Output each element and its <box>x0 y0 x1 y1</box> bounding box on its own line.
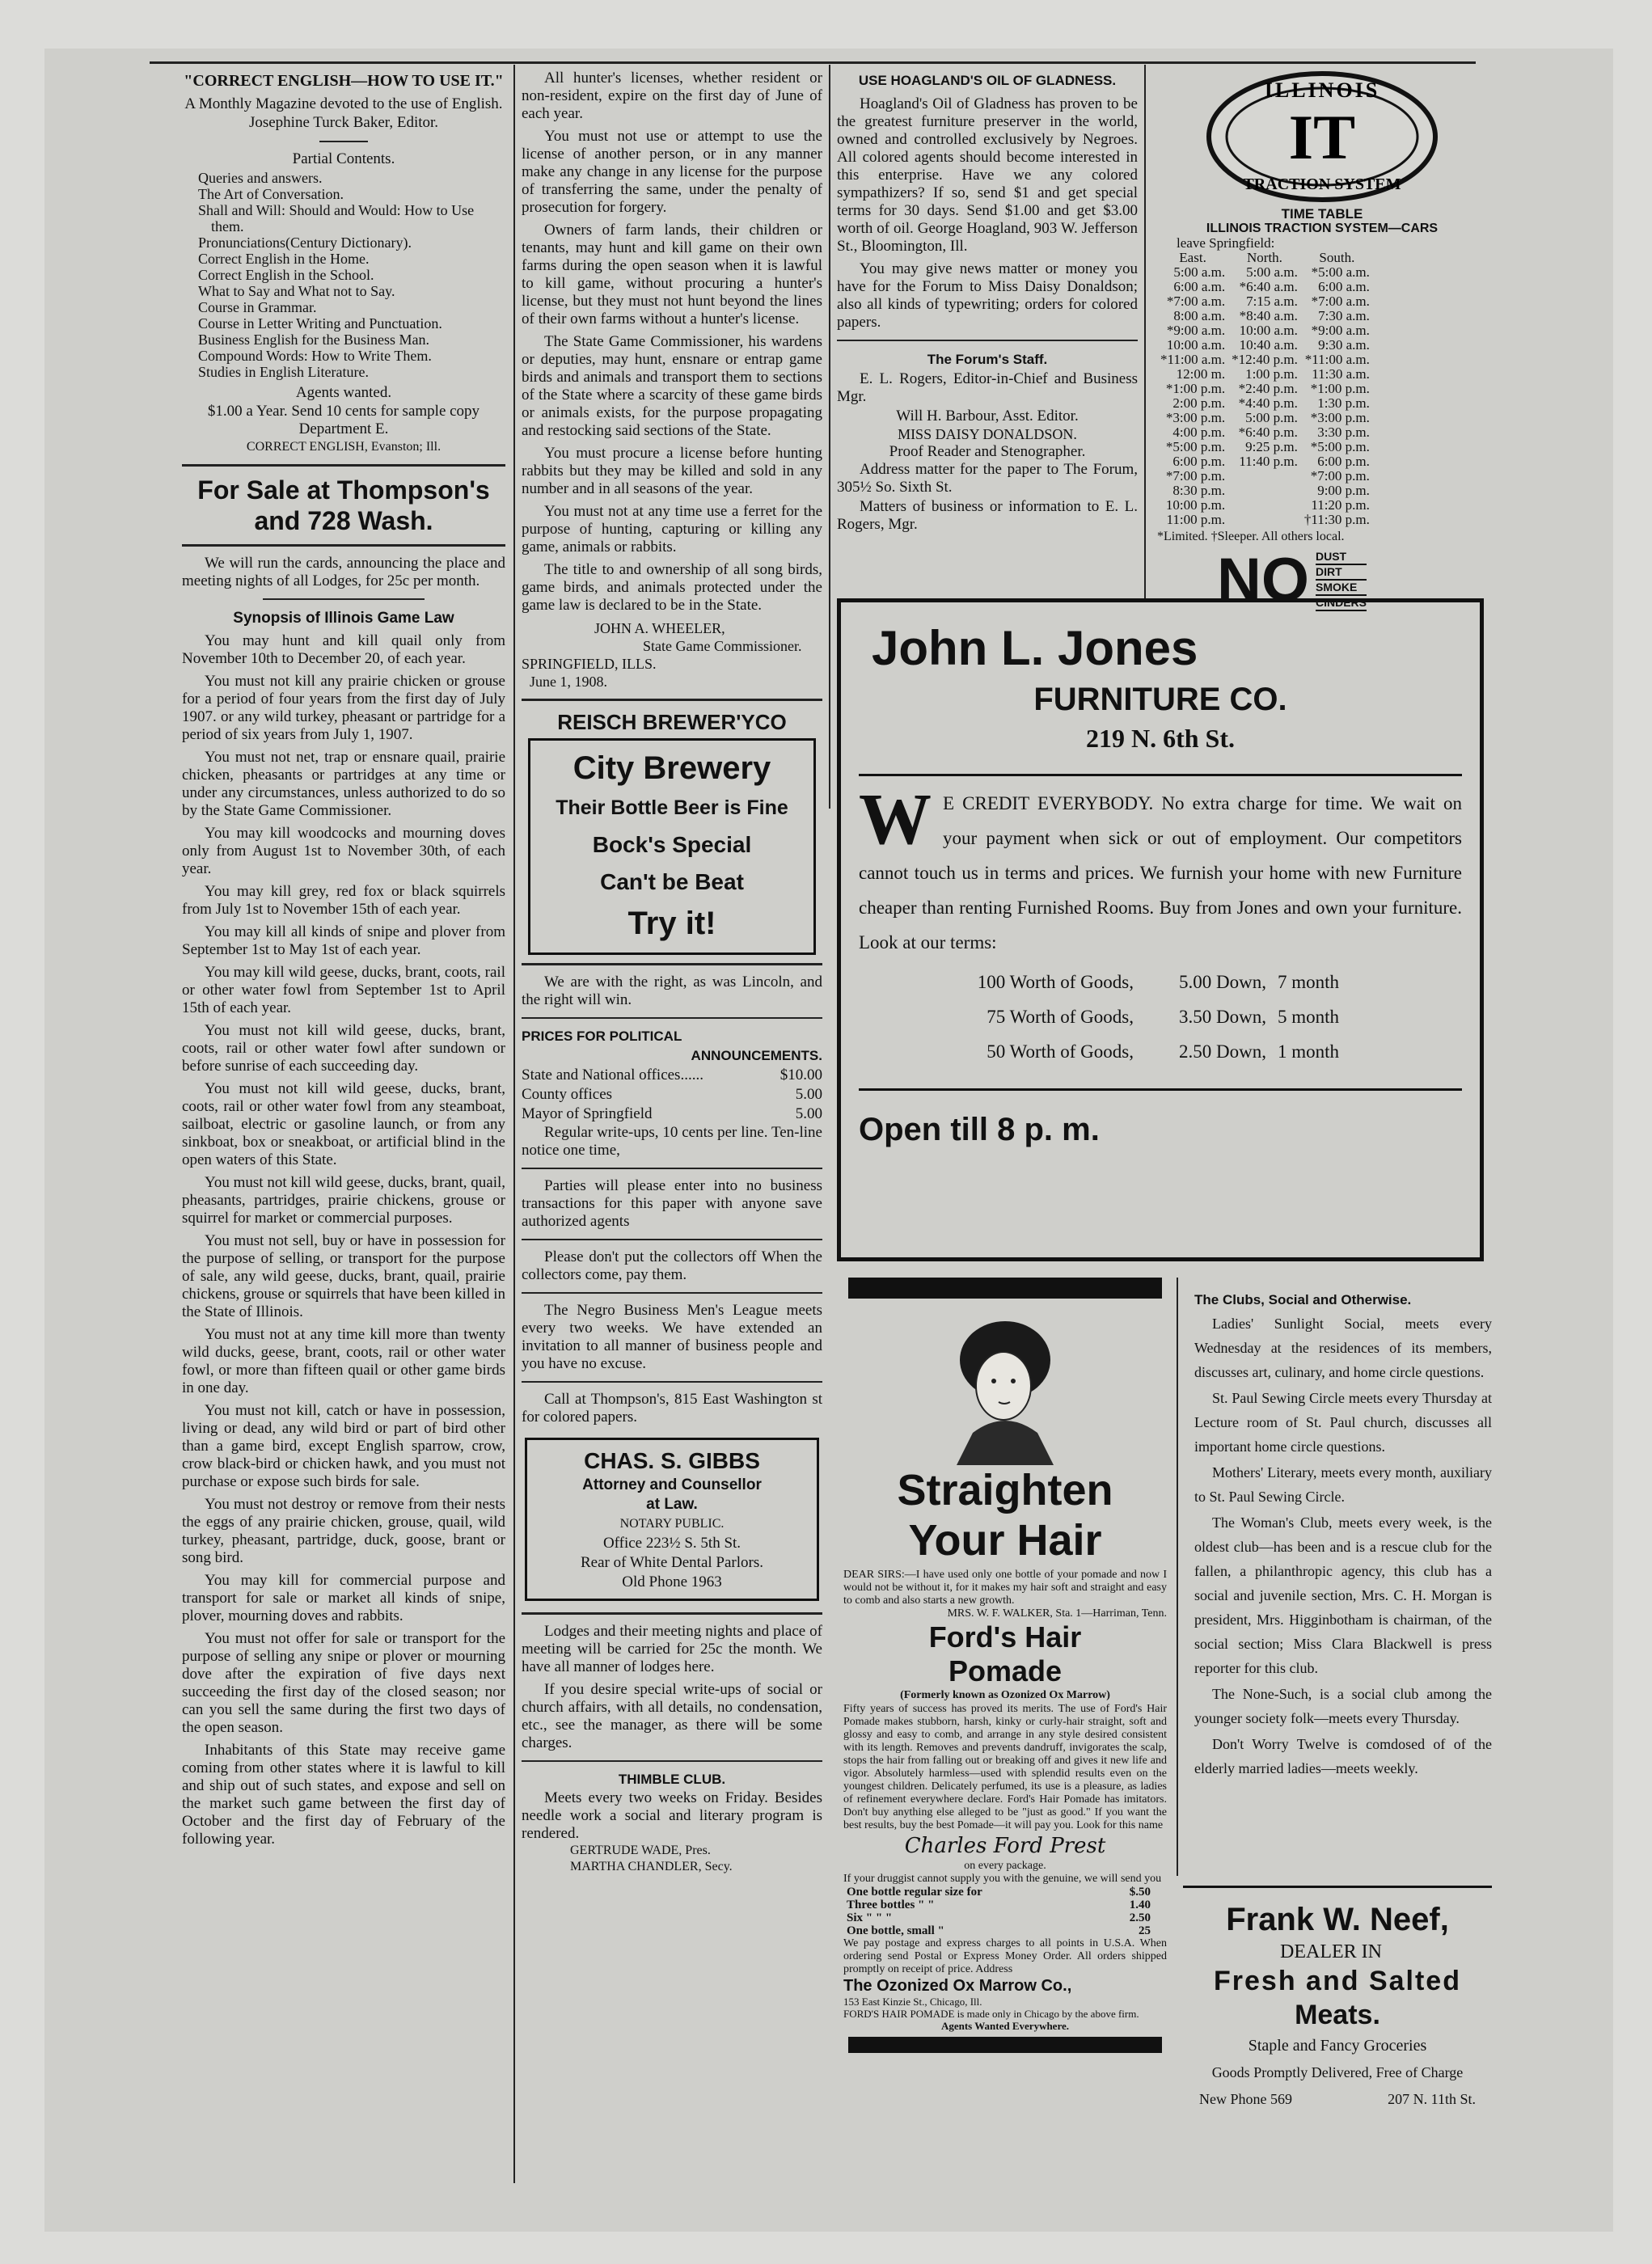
timetable-row <box>1157 454 1373 469</box>
ad-top-bar <box>848 1278 1162 1299</box>
col-separator-4 <box>1177 1278 1178 1876</box>
neef-meats-1: Fresh and Salted <box>1214 1966 1461 1996</box>
clubs-content <box>1194 1289 1492 1780</box>
pol-price-label: State and National offices...... <box>522 1067 703 1083</box>
game-law-paragraph: You must not at any time use a ferret for the purpose of hunting, capturing or killing any game, animals or rabbits. <box>522 503 822 555</box>
jones-term-months: 5 month <box>1278 1007 1340 1027</box>
lodges-notice: We will run the cards, announcing the place and meeting nights of all Lodges, for 25c per month. <box>182 555 505 589</box>
timetable-cell: *7:00 p.m. <box>1165 468 1226 484</box>
timetable <box>1157 251 1373 527</box>
hair-pomade-ad <box>843 1278 1167 2183</box>
brewery-line-2: Their Bottle Beer is Fine <box>556 796 788 819</box>
timetable-sub: ILLINOIS TRACTION SYSTEM—CARS <box>1206 222 1439 235</box>
gibbs-name: CHAS. S. GIBBS <box>584 1448 760 1473</box>
game-law-paragraph: You must not destroy or remove from their nests the eggs of any prairie chicken, grouse, quail, wild turkey, pheasant, partridge, duck, goose, brant or song bird. <box>182 1496 505 1566</box>
jones-name: John L. Jones <box>872 621 1198 675</box>
hair-prices <box>843 1886 1167 1937</box>
sig-date: June 1, 1908. <box>530 674 607 690</box>
ce-contents-item: Shall and Will: Should and Would: How to Use them. <box>198 202 475 234</box>
timetable-cell: *5:00 p.m. <box>1310 439 1370 454</box>
pol-rows <box>522 1066 822 1124</box>
no-big-text: NO <box>1217 546 1309 615</box>
brewery-box <box>528 738 816 955</box>
game-law-paragraph: You must procure a license before hunting rabbits but they may be killed and sold in any number and in all seasons of the year. <box>522 445 822 497</box>
hair-heading-2: Your Hair <box>908 1516 1102 1565</box>
divider <box>522 699 822 701</box>
divider <box>522 1760 822 1762</box>
timetable-cell: 8:30 p.m. <box>1172 483 1226 498</box>
traction-logo <box>1201 68 1443 205</box>
gibbs-line-4: Office 223½ S. 5th St. <box>602 1535 741 1552</box>
timetable-cell: *5:00 a.m. <box>1311 264 1370 280</box>
hair-price-row <box>843 1911 1167 1924</box>
divider <box>522 963 822 965</box>
jones-term-row <box>940 965 1462 999</box>
clubs-column <box>1177 1278 1492 1876</box>
neef-address: 207 N. 11th St. <box>1388 2091 1476 2107</box>
business-league-notice: The Negro Business Men's League meets every two weeks. We have extended an invitation to all manner of business people and you have no excuse. <box>522 1302 822 1372</box>
timetable-cell: 5:00 p.m. <box>1245 410 1298 425</box>
gibbs-line-3: NOTARY PUBLIC. <box>619 1517 725 1531</box>
timetable-cell: 6:00 a.m. <box>1173 279 1226 294</box>
divider <box>263 598 425 600</box>
ce-contents-list <box>198 170 505 380</box>
game-law-paragraph: You must not kill wild geese, ducks, brant, coots, rail or other water fowl from any steamboat, sailboat, electric or gasoline launch, or from any sinkboat, box or sneakboat, or artificial blind in the open waters of this State. <box>182 1080 505 1168</box>
hair-price-label: Three bottles " " <box>847 1899 935 1911</box>
no-word: DIRT <box>1316 565 1367 581</box>
collectors-notice: Please don't put the collectors off When the collectors come, pay them. <box>522 1248 822 1283</box>
oil-body: Hoagland's Oil of Gladness has proven to be the greatest furniture preserver in the world, owned and controlled exclusively by Negroes. All colored agents should become interested in this enterprise. Have we any colored sympathizers? If so, send $1 and get special terms for 30 days. Send $1.00 and get $3.00 worth of oil. George Hoagland, 903 W. Jefferson St., Bloomington, Ill. <box>837 95 1138 255</box>
divider <box>522 1168 822 1169</box>
ad-bottom-bar <box>848 2037 1162 2053</box>
game-law-paragraph: You must not sell, buy or have in possession for the purpose of selling, or transport for the purpose of sale, any wild geese, ducks, brant, quail, prairie chickens, grouse or squirrels that have been killed in the State of Illinois. <box>182 1232 505 1320</box>
game-law-paragraph: The State Game Commissioner, his wardens or deputies, may hunt, ensnare or entrap game birds and animals and transport them to sections of the State where a scarcity of these game birds or animals exists, for the purpose propagating and restocking said sections of the State. <box>522 333 822 439</box>
timetable-row <box>1157 280 1373 294</box>
timetable-cell <box>1228 498 1301 513</box>
ce-title: "CORRECT ENGLISH—HOW TO USE IT." <box>184 72 504 90</box>
hair-price-value: $.50 <box>1129 1886 1151 1899</box>
game-law-paragraph: You must not use or attempt to use the license of another person, or in any manner make any change in any license for the purpose of transferring the same, under the penalty of prosecution for forgery. <box>522 128 822 216</box>
timetable-cell: *1:00 p.m. <box>1310 381 1370 396</box>
pol-price-label: Mayor of Springfield <box>522 1105 653 1122</box>
timetable-cell: 10:40 a.m. <box>1239 337 1298 353</box>
timetable-row <box>1157 498 1373 513</box>
timetable-cell: 5:00 a.m. <box>1173 264 1226 280</box>
timetable-cell: *11:00 a.m. <box>1160 352 1226 367</box>
pol-price-value: 5.00 <box>795 1105 822 1122</box>
timetable-cell: *7:00 p.m. <box>1310 468 1370 484</box>
divider <box>1183 1886 1492 1888</box>
sig-place: SPRINGFIELD, ILLS. <box>522 656 657 672</box>
jones-term-down: 5.00 Down, <box>1179 972 1266 992</box>
timetable-cell: *1:00 p.m. <box>1165 381 1226 396</box>
hair-letter <box>843 1569 1167 1620</box>
ce-contents-item: The Art of Conversation. <box>198 186 344 202</box>
timetable-cell: *7:00 a.m. <box>1311 294 1370 309</box>
hair-heading-1: Straighten <box>897 1466 1113 1514</box>
hair-company-addr: 153 East Kinzie St., Chicago, Ill. <box>843 1996 982 2008</box>
game-law-paragraph: Inhabitants of this State may receive game coming from other states where it is lawful to kill and ship out of such states, and expose and sell on the market such game between the first day of October and the first day of February of the following year. <box>182 1742 505 1848</box>
timetable-cell: *7:00 a.m. <box>1166 294 1226 309</box>
brewery-ad <box>522 709 822 955</box>
hair-price-row <box>843 1924 1167 1937</box>
political-prices <box>522 1027 822 1159</box>
ce-editor: Josephine Turck Baker, Editor. <box>248 114 439 131</box>
timetable-cell: *4:40 p.m. <box>1238 395 1298 411</box>
gibbs-line-2: at Law. <box>646 1496 698 1513</box>
woman-portrait-icon <box>924 1312 1086 1465</box>
timetable-cell: *3:00 p.m. <box>1310 410 1370 425</box>
timetable-cell <box>1228 469 1301 484</box>
game-law-paragraph: You may kill for commercial purpose and transport for sale or market all kinds of snipe, plover, mourning doves and rabbits. <box>182 1572 505 1624</box>
ce-contents-item: What to Say and What not to Say. <box>198 283 395 299</box>
timetable-sub-2: leave Springfield: <box>1177 235 1275 251</box>
hair-letter-text: DEAR SIRS:—I have used only one bottle of your pomade and now I would not be without it, for it makes my hair soft and straight and easy to comb and also starts a new growth. <box>843 1569 1167 1607</box>
column-4 <box>1152 65 1492 615</box>
ce-department: Department E. <box>298 420 389 437</box>
game-law-body <box>182 632 505 1848</box>
timetable-row <box>1157 353 1373 367</box>
hair-agents: Agents Wanted Everywhere. <box>940 2020 1070 2032</box>
timetable-row <box>1157 425 1373 440</box>
timetable-cell: 11:20 p.m. <box>1311 497 1370 513</box>
ce-contents-item: Business English for the Business Man. <box>198 332 429 348</box>
jones-term-row <box>940 999 1462 1034</box>
hair-price-row <box>843 1899 1167 1911</box>
ce-agents: Agents wanted. <box>295 384 392 401</box>
no-word: DUST <box>1316 550 1367 565</box>
timetable-row <box>1157 513 1373 527</box>
neef-meats-ad <box>1183 1886 1492 2144</box>
game-law-paragraph: Owners of farm lands, their children or tenants, may hunt and kill game on their own farms during the open season when it is lawful to kill game, without procuring a hunter's license, but they must not hunt beyond the lines of their own farms without a hunter's license. <box>522 222 822 327</box>
game-law-paragraph: You must not kill any prairie chicken or grouse for a period of four years from the first day of July 1907. or any wild turkey, pheasant or partridge for a period of six years from July 1, 1907. <box>182 673 505 743</box>
timetable-cell: *6:40 p.m. <box>1238 424 1298 440</box>
pol-price-row <box>522 1085 822 1105</box>
neef-contact <box>1183 2085 1492 2113</box>
club-paragraph: Ladies' Sunlight Social, meets every Wednesday at the residences of its members, discusses art, culinary, and home circle questions. <box>1194 1316 1492 1380</box>
neef-staple: Staple and Fancy Groceries <box>1248 2037 1427 2055</box>
timetable-cell: 1:30 p.m. <box>1317 395 1370 411</box>
timetable-cell: 10:00 a.m. <box>1239 323 1298 338</box>
timetable-cell: *9:00 a.m. <box>1311 323 1370 338</box>
col-separator-1 <box>513 65 515 2183</box>
staff-2: Will H. Barbour, Asst. Editor. <box>896 408 1079 424</box>
timetable-row <box>1157 411 1373 425</box>
divider <box>522 1381 822 1383</box>
logo-monogram: IT <box>1288 102 1356 172</box>
divider <box>522 1292 822 1294</box>
column-3 <box>837 65 1138 598</box>
sig-title: State Game Commissioner. <box>643 638 802 654</box>
timetable-cell: *2:40 p.m. <box>1238 381 1298 396</box>
game-law-paragraph: You may kill all kinds of snipe and plover from September 1st to May 1st of each year. <box>182 923 505 958</box>
for-sale-notice: For Sale at Thompson's and 728 Wash. <box>197 475 490 535</box>
game-law-paragraph: You may hunt and kill quail only from November 10th to December 20, of each year. <box>182 632 505 667</box>
brewery-line-1: City Brewery <box>572 750 771 786</box>
timetable-cell: †11:30 p.m. <box>1303 512 1370 527</box>
jones-term-months: 7 month <box>1278 972 1340 992</box>
hair-product-2: Pomade <box>948 1654 1063 1687</box>
hair-price-value: 25 <box>1139 1924 1151 1937</box>
game-law-paragraph: You must not net, trap or ensnare quail, prairie chicken, pheasants or partridges at any time or under any circumstances, unless authorized to do so by the State Game Commissioner. <box>182 749 505 819</box>
clubs-heading: The Clubs, Social and Otherwise. <box>1194 1292 1412 1307</box>
timetable-cell <box>1228 513 1301 527</box>
hair-product-1: Ford's Hair <box>928 1620 1082 1654</box>
thimble-sig-2: MARTHA CHANDLER, Secy. <box>570 1860 733 1873</box>
gibbs-line-1: Attorney and Counsellor <box>582 1476 762 1493</box>
newspaper-page <box>44 49 1613 2232</box>
timetable-cell: *5:00 p.m. <box>1165 439 1226 454</box>
neef-goods: Goods Promptly Delivered, Free of Charge <box>1211 2064 1464 2080</box>
timetable-cell: 10:00 p.m. <box>1165 497 1226 513</box>
club-paragraph: Don't Worry Twelve is comdosed of of the elderly married ladies—meets weekly. <box>1194 1736 1492 1776</box>
lodges-notice-2: Lodges and their meeting nights and place of meeting will be carried for 25c the month. We have all manner of lodges here. <box>522 1623 822 1675</box>
brewery-line-3: Bock's Special <box>592 832 752 857</box>
hair-signature: Charles Ford Prest <box>904 1834 1106 1858</box>
timetable-cell: 8:00 a.m. <box>1173 308 1226 323</box>
timetable-heading: TIME TABLE <box>1281 206 1363 222</box>
game-law-heading: Synopsis of Illinois Game Law <box>233 610 454 627</box>
hair-postage: We pay postage and express charges to all points in U.S.A. When ordering send Postal or Express Money Order. All orders shipped promptly on receipt of price. Address <box>843 1937 1167 1975</box>
timetable-row <box>1157 294 1373 309</box>
ce-contents-heading: Partial Contents. <box>292 150 395 167</box>
game-law-paragraph: You must not at any time kill more than twenty wild ducks, geese, brant, coots, rail or other water fowl, or more than fifteen quail or other game birds in one day. <box>182 1326 505 1396</box>
staff-3: MISS DAISY DONALDSON. <box>898 426 1077 442</box>
gibbs-ad <box>525 1438 819 1601</box>
sig-name: JOHN A. WHEELER, <box>594 620 725 636</box>
hair-price-value: 1.40 <box>1129 1899 1151 1911</box>
jones-body-text: E CREDIT EVERYBODY. No extra charge for time. We wait on your payment when sick or out of employment. Our competitors cannot touch us in terms and prices. We furnish your home with new Furniture cheaper than renting Furnished Rooms. Buy from Jones and own your furniture. Look at our terms: <box>859 793 1462 952</box>
timetable-body <box>1157 265 1373 527</box>
timetable-cell: 10:00 a.m. <box>1166 337 1226 353</box>
ce-contents-item: Studies in English Literature. <box>198 364 369 380</box>
game-law-paragraph: You must not kill wild geese, ducks, brant, coots, rail or other water fowl after sundown or before sunrise of each succeeding day. <box>182 1022 505 1075</box>
timetable-row <box>1157 440 1373 454</box>
col-separator-3 <box>1144 65 1146 598</box>
hair-description: Fifty years of success has proved its merits. The use of Ford's Hair Pomade makes stubborn, harsh, kinky or curly-hair straight, soft and glossy and easy to comb, and arrange in any style desired consistent with its length. Removes and prevents dandruff, invigorates the scalp, stops the hair from falling out or breaking off and gives it new life and vigor. Absolutely harmless—used with splendid results even on the youngest children. Delicately perfumed, its use is a pleasure, as ladies of refinement everywhere declare. Ford's Hair Pomade has imitators. Don't buy anything else alleged to be "just as good." If you want the best results, buy the best Pomade—it will pay you. Look for this name <box>843 1703 1167 1831</box>
timetable-cell: 11:00 p.m. <box>1166 512 1226 527</box>
thimble-body: Meets every two weeks on Friday. Besides needle work a social and literary program is rendered. <box>522 1789 822 1842</box>
thompsons-notice: Call at Thompson's, 815 East Washington st for colored papers. <box>522 1391 822 1426</box>
brewery-heading: REISCH BREWER'YCO <box>557 710 787 734</box>
hair-company: The Ozonized Ox Marrow Co., <box>843 1977 1072 1995</box>
pol-heading-2: ANNOUNCEMENTS. <box>691 1048 822 1063</box>
timetable-cell: *6:40 a.m. <box>1239 279 1298 294</box>
neef-name: Frank W. Neef, <box>1226 1902 1449 1937</box>
gibbs-line-6: Old Phone 1963 <box>622 1573 722 1590</box>
hair-price-label: Six " " " <box>847 1911 893 1924</box>
timetable-row <box>1157 396 1373 411</box>
hair-price-label: One bottle regular size for <box>847 1886 982 1899</box>
neef-phone: New Phone 569 <box>1199 2091 1292 2107</box>
pol-heading-1: PRICES FOR POLITICAL <box>522 1029 682 1044</box>
lincoln-notice: We are with the right, as was Lincoln, and the right will win. <box>522 974 822 1008</box>
divider <box>522 1239 822 1240</box>
timetable-row <box>1157 469 1373 484</box>
jones-term-goods: 50 Worth of Goods, <box>987 1041 1134 1062</box>
divider <box>522 1612 822 1615</box>
thimble-sig-1: GERTRUDE WADE, Pres. <box>570 1844 711 1857</box>
timetable-row <box>1157 309 1373 323</box>
timetable-cell: 12:00 m. <box>1176 366 1226 382</box>
pol-note: Regular write-ups, 10 cents per line. Ten-line notice one time, <box>522 1124 822 1159</box>
logo-top-text: ILLINOIS <box>1264 78 1380 102</box>
game-law-paragraph: You may kill wild geese, ducks, brant, coots, rail or other water fowl from September 1st to April 15th of each year. <box>182 964 505 1016</box>
timetable-cell: 11:30 a.m. <box>1312 366 1370 382</box>
timetable-col-header: North. <box>1247 250 1282 265</box>
writeups-notice: If you desire special write-ups of social or church affairs, with all details, no condensation, etc., see the manager, as there will be some charges. <box>522 1681 822 1751</box>
jones-term-down: 2.50 Down, <box>1179 1041 1266 1062</box>
jones-co: FURNITURE CO. <box>1033 682 1287 717</box>
hair-price-row <box>843 1886 1167 1899</box>
timetable-cell: 9:25 p.m. <box>1245 439 1298 454</box>
timetable-row <box>1157 323 1373 338</box>
staff-1: E. L. Rogers, Editor-in-Chief and Business Mgr. <box>837 370 1138 405</box>
brewery-line-4: Can't be Beat <box>600 869 744 894</box>
hair-letter-sig: MRS. W. F. WALKER, Sta. 1—Harriman, Tenn. <box>947 1607 1167 1620</box>
jones-term-down: 3.50 Down, <box>1179 1007 1266 1027</box>
divider <box>319 141 368 142</box>
divider <box>522 1017 822 1019</box>
staff-6: Matters of business or information to E. L. Rogers, Mgr. <box>837 498 1138 533</box>
timetable-cell: *12:40 p.m. <box>1232 352 1298 367</box>
clubs-list <box>1194 1312 1492 1780</box>
timetable-header <box>1157 251 1373 265</box>
pol-price-value: $10.00 <box>780 1067 822 1083</box>
timetable-cell: 9:30 a.m. <box>1318 337 1370 353</box>
timetable-cell: 2:00 p.m. <box>1172 395 1226 411</box>
neef-meats-2: Meats. <box>1295 2000 1380 2030</box>
no-word: CINDERS <box>1316 596 1367 611</box>
timetable-cell: 1:00 p.m. <box>1245 366 1298 382</box>
timetable-cell: 7:15 a.m. <box>1246 294 1298 309</box>
brewery-line-5: Try it! <box>627 906 716 941</box>
hair-druggist: If your druggist cannot supply you with the genuine, we will send you <box>843 1873 1162 1885</box>
jones-open: Open till 8 p. m. <box>859 1112 1100 1147</box>
jones-term-goods: 75 Worth of Goods, <box>987 1007 1134 1027</box>
ce-subtitle: A Monthly Magazine devoted to the use of English. <box>184 95 503 112</box>
game-law-continued <box>522 70 822 615</box>
column-1 <box>182 65 505 2167</box>
timetable-cell: *3:00 p.m. <box>1165 410 1226 425</box>
timetable-cell: 6:00 p.m. <box>1317 454 1370 469</box>
hair-company-note: FORD'S HAIR POMADE is made only in Chicago by the above firm. <box>843 2008 1139 2020</box>
pol-price-label: County offices <box>522 1086 613 1103</box>
club-paragraph: St. Paul Sewing Circle meets every Thursday at Lecture room of St. Paul church, discusses all important home circle questions. <box>1194 1390 1492 1455</box>
oil-heading: USE HOAGLAND'S OIL OF GLADNESS. <box>858 73 1117 88</box>
ce-contents-item: Course in Letter Writing and Punctuation. <box>198 315 442 332</box>
hair-price-value: 2.50 <box>1129 1911 1151 1924</box>
timetable-cell: 4:00 p.m. <box>1172 424 1226 440</box>
thimble-heading: THIMBLE CLUB. <box>618 1772 726 1787</box>
jones-address: 219 N. 6th St. <box>1085 724 1235 753</box>
top-rule <box>150 61 1476 64</box>
timetable-cell: *9:00 a.m. <box>1166 323 1226 338</box>
commissioner-signature <box>522 619 822 691</box>
divider <box>859 774 1462 776</box>
jones-term-goods: 100 Worth of Goods, <box>977 972 1134 992</box>
ce-price: $1.00 a Year. Send 10 cents for sample copy <box>207 403 480 420</box>
ce-contents-item: Compound Words: How to Write Them. <box>198 348 432 364</box>
gibbs-line-5: Rear of White Dental Parlors. <box>581 1554 763 1571</box>
divider <box>182 544 505 547</box>
hair-on-package: on every package. <box>964 1860 1046 1872</box>
timetable-cell: 6:00 p.m. <box>1172 454 1226 469</box>
jones-terms <box>940 965 1462 1069</box>
timetable-row <box>1157 265 1373 280</box>
timetable-col-header: East. <box>1179 250 1206 265</box>
news-notice: You may give news matter or money you have for the Forum to Miss Daisy Donaldson; also all kinds of typewriting; orders for colored papers. <box>837 260 1138 331</box>
neef-dealer: DEALER IN <box>1280 1941 1382 1962</box>
timetable-cell: 3:30 p.m. <box>1317 424 1370 440</box>
club-paragraph: The Woman's Club, meets every week, is the oldest club—has been and is a rescue club for the fallen, a philanthropic agency, this club has a social and juvenile section, Mrs. C. H. Morgan is president, Mrs. Higginbotham is chairman, of the social section; Miss Clara Blackwell is press reporter for this club. <box>1194 1514 1492 1676</box>
pol-price-value: 5.00 <box>795 1086 822 1103</box>
timetable-row <box>1157 367 1373 382</box>
timetable-cell: *11:00 a.m. <box>1304 352 1370 367</box>
game-law-paragraph: The title to and ownership of all song birds, game birds, and animals protected under the game law is declared to be in the State. <box>522 561 822 614</box>
timetable-cell <box>1228 484 1301 498</box>
ce-contents-item: Queries and answers. <box>198 170 323 186</box>
ce-contents-item: Correct English in the Home. <box>198 251 370 267</box>
club-paragraph: The None-Such, is a social club among the younger society folk—meets every Thursday. <box>1194 1686 1492 1726</box>
timetable-footnote: *Limited. †Sleeper. All others local. <box>1157 530 1345 543</box>
ce-contents-item: Correct English in the School. <box>198 267 374 283</box>
club-paragraph: Mothers' Literary, meets every month, auxiliary to St. Paul Sewing Circle. <box>1194 1464 1492 1505</box>
pol-price-row <box>522 1066 822 1085</box>
col-separator-2 <box>829 65 830 809</box>
staff-4: Proof Reader and Stenographer. <box>889 443 1086 460</box>
no-word: SMOKE <box>1316 581 1367 596</box>
ce-address: CORRECT ENGLISH, Evanston; Ill. <box>246 440 442 454</box>
divider <box>182 464 505 467</box>
ce-contents-item: Pronunciations(Century Dictionary). <box>198 234 412 251</box>
divider <box>837 340 1138 341</box>
game-law-paragraph: All hunter's licenses, whether resident or non-resident, expire on the first day of June of each year. <box>522 70 822 122</box>
staff-5: Address matter for the paper to The Forum, 305½ So. Sixth St. <box>837 461 1138 496</box>
game-law-paragraph: You may kill grey, red fox or black squirrels from July 1st to November 15th of each year. <box>182 883 505 918</box>
timetable-cell: 9:00 p.m. <box>1317 483 1370 498</box>
timetable-row <box>1157 338 1373 353</box>
timetable-cell: 6:00 a.m. <box>1318 279 1370 294</box>
parties-notice: Parties will please enter into no business transactions for this paper with anyone save authorized agents <box>522 1177 822 1230</box>
jones-term-row <box>940 1034 1462 1069</box>
timetable-cell: *8:40 a.m. <box>1239 308 1298 323</box>
game-law-paragraph: You must not kill wild geese, ducks, brant, quail, pheasants, partridges, prairie chickens, grouse or squirrel for market or commercial purposes. <box>182 1174 505 1227</box>
timetable-row <box>1157 484 1373 498</box>
column-2 <box>522 65 822 2167</box>
jones-dropcap: W <box>859 779 932 860</box>
timetable-cell: 5:00 a.m. <box>1246 264 1298 280</box>
logo-bottom-text: TRACTION SYSTEM <box>1243 175 1401 193</box>
game-law-paragraph: You may kill woodcocks and mourning doves only from August 1st to November 30th, of each year. <box>182 825 505 877</box>
timetable-col-header: South. <box>1319 250 1355 265</box>
jones-body <box>859 779 1462 960</box>
jones-term-months: 1 month <box>1278 1041 1340 1062</box>
timetable-row <box>1157 382 1373 396</box>
divider <box>859 1088 1462 1091</box>
pol-price-row <box>522 1105 822 1124</box>
hair-price-label: One bottle, small " <box>847 1924 944 1937</box>
ce-contents-item: Course in Grammar. <box>198 299 317 315</box>
game-law-paragraph: You must not offer for sale or transport for the purpose of selling any snipe or plover or mourning dove after the expiration of five days next succeeding the first day of the closed season; nor can you sell the same during the first two days of the open season. <box>182 1630 505 1736</box>
staff-heading: The Forum's Staff. <box>927 352 1048 367</box>
timetable-cell: 7:30 a.m. <box>1318 308 1370 323</box>
game-law-paragraph: You must not kill, catch or have in possession, living or dead, any wild bird or part of bird other than a game bird, except English sparrow, crow, crow black-bird or chicken hawk, and you must not purchase or expose such birds for sale. <box>182 1402 505 1490</box>
timetable-cell: 11:40 p.m. <box>1239 454 1298 469</box>
jones-furniture-ad <box>837 598 1484 1261</box>
hair-formerly: (Formerly known as Ozonized Ox Marrow) <box>900 1689 1110 1701</box>
